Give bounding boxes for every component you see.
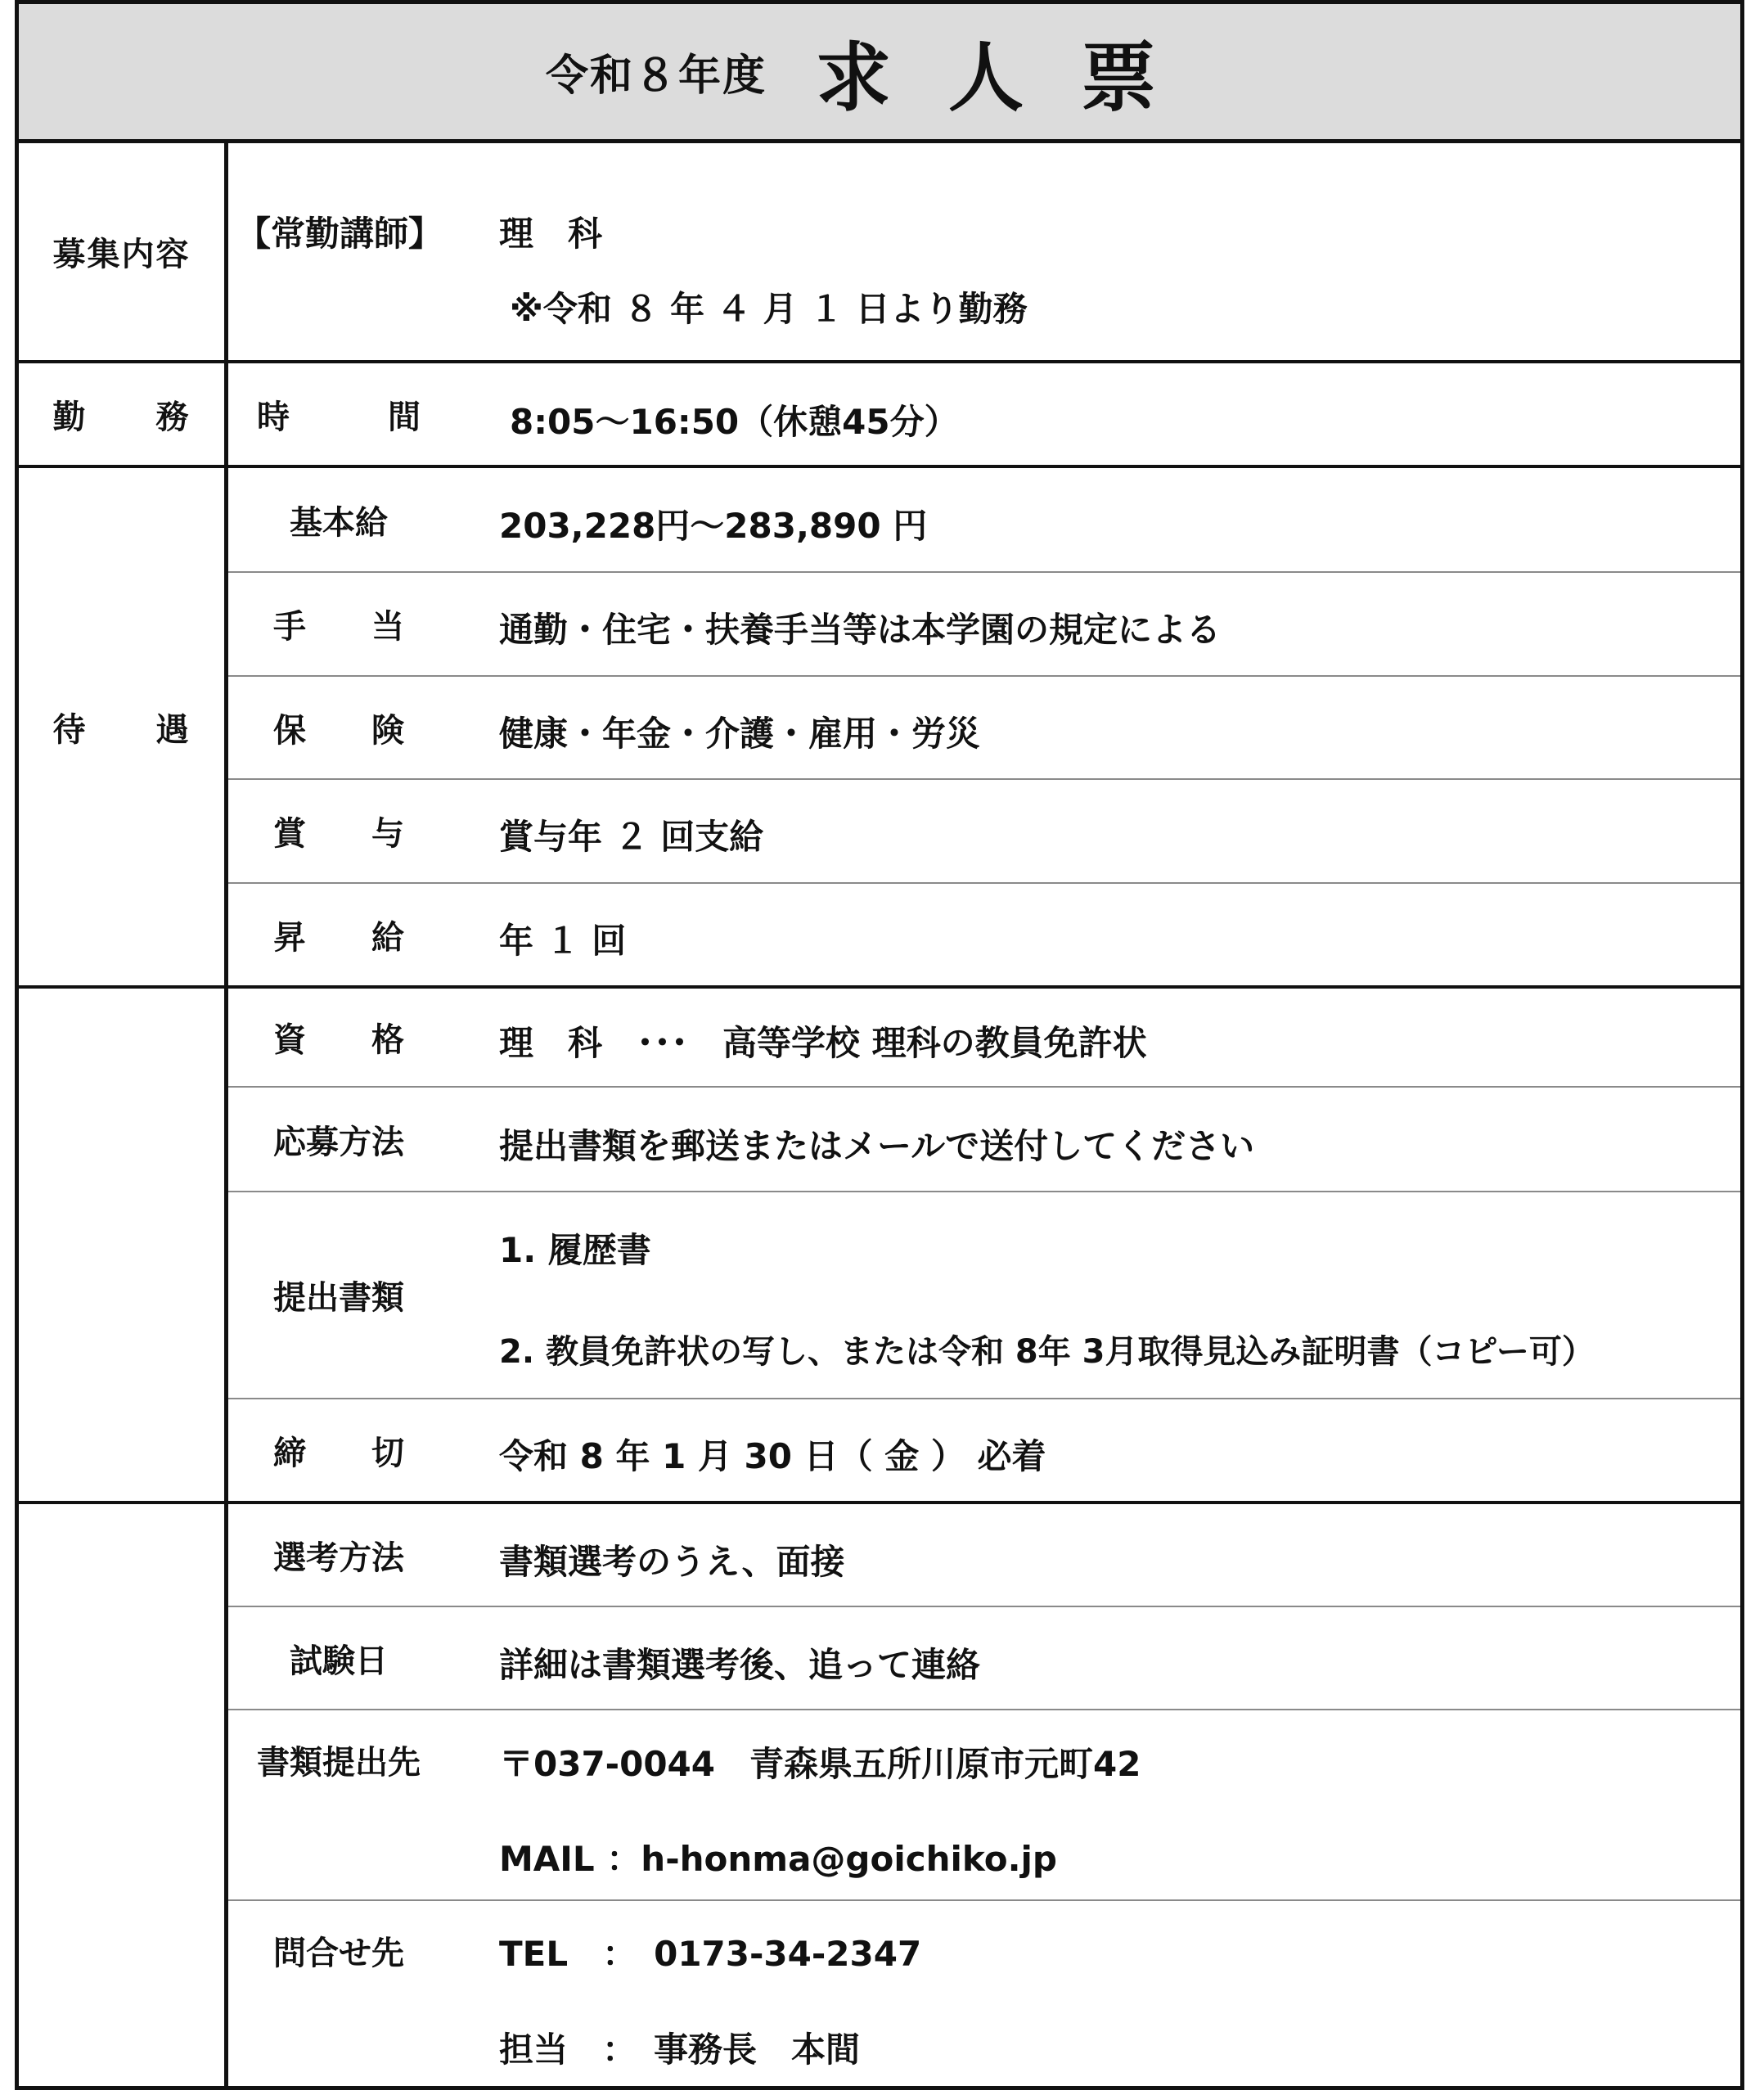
row-divider: [228, 1191, 1740, 1192]
document-item: 1. 履歴書: [499, 1230, 651, 1270]
position-type: 【常勤講師】: [236, 214, 443, 254]
label-inquiries: 問合せ先: [273, 1934, 404, 1972]
label-base-salary: 基本給: [290, 503, 388, 542]
row-divider: [228, 1709, 1740, 1710]
application-method-value: 提出書類を郵送またはメールで送付してください: [499, 1126, 1255, 1166]
row-divider: [228, 1398, 1740, 1399]
subject: 理 科: [499, 214, 603, 254]
label-working-hours: 時 間: [257, 398, 421, 436]
label-required-documents: 提出書類: [273, 1279, 404, 1317]
label-exam-date: 試験日: [290, 1642, 388, 1680]
label-selection-method: 選考方法: [273, 1539, 404, 1577]
base-salary-value: 203,228円～283,890 円: [499, 506, 928, 546]
postal-address: 〒037-0044 青森県五所川原市元町42: [499, 1744, 1141, 1784]
category-work: 勤 務: [52, 398, 191, 436]
category-treatment: 待 遇: [52, 710, 191, 749]
job-posting-sheet: [15, 0, 1744, 2090]
contact-person: 担当 ： 事務長 本間: [499, 2030, 861, 2070]
category-recruitment: 募集内容: [52, 236, 191, 273]
row-divider: [228, 778, 1740, 780]
row-divider: [228, 1086, 1740, 1088]
row-divider: [228, 1899, 1740, 1901]
label-bonus: 賞 与: [273, 815, 404, 853]
page-title: 求人票: [816, 34, 1214, 122]
row-divider: [228, 675, 1740, 677]
raise-value: 年 １ 回: [499, 921, 627, 961]
exam-date-value: 詳細は書類選考後、追って連絡: [499, 1645, 981, 1685]
document-item: 2. 教員免許状の写し、または令和 8年 3月取得見込み証明書（コピー可）: [499, 1333, 1595, 1371]
selection-method-value: 書類選考のうえ、面接: [499, 1542, 845, 1582]
label-insurance: 保 険: [273, 711, 404, 750]
label-allowance: 手 当: [273, 608, 404, 646]
row-divider: [228, 882, 1740, 884]
label-qualification: 資 格: [273, 1021, 404, 1059]
working-hours-value: 8:05～16:50（休憩45分）: [510, 402, 959, 442]
label-submission-address: 書類提出先: [257, 1743, 421, 1782]
deadline-value: 令和 8 年 1 月 30 日（ 金 ） 必着: [499, 1436, 1046, 1476]
start-date-note: ※令和 ８ 年 ４ 月 １ 日より勤務: [510, 289, 1028, 329]
label-application-method: 応募方法: [273, 1123, 404, 1161]
qualification-value: 理 科 ･･･ 高等学校 理科の教員免許状: [499, 1023, 1147, 1063]
contact-email[interactable]: MAIL ：h-honma@goichiko.jp: [499, 1839, 1057, 1879]
label-raise: 昇 給: [273, 918, 404, 957]
row-divider: [228, 571, 1740, 573]
fiscal-year-label: 令和８年度: [545, 52, 767, 101]
label-deadline: 締 切: [273, 1434, 404, 1472]
insurance-value: 健康・年金・介護・雇用・労災: [499, 714, 981, 754]
row-divider: [228, 1606, 1740, 1607]
bonus-value: 賞与年 ２ 回支給: [499, 817, 764, 857]
title-bar: [19, 4, 1740, 143]
contact-phone[interactable]: TEL ： 0173-34-2347: [499, 1934, 922, 1974]
allowance-value: 通勤・住宅・扶養手当等は本学園の規定による: [499, 610, 1222, 650]
